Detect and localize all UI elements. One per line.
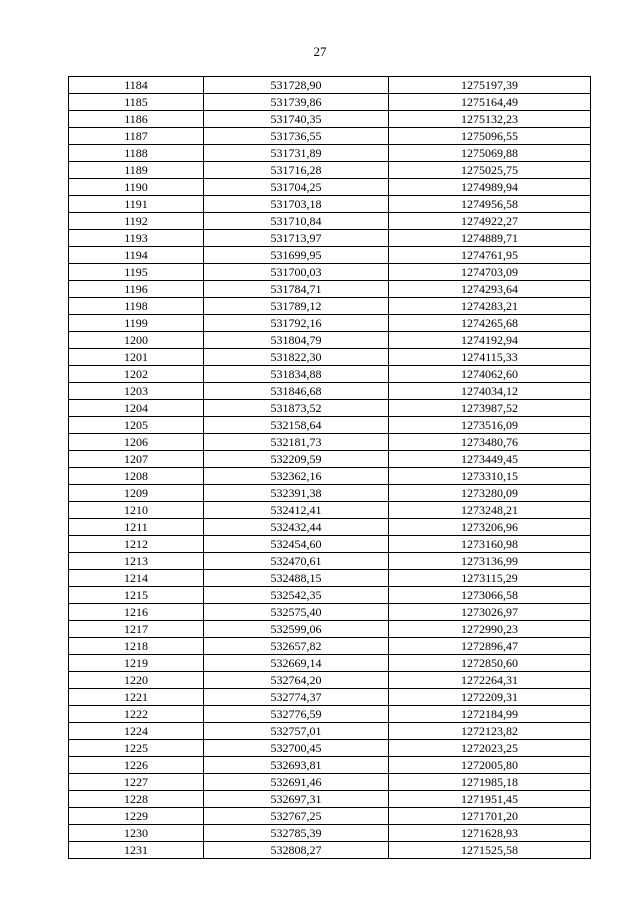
y-coordinate-cell: 1274989,94 (389, 179, 591, 196)
x-coordinate-cell: 532362,16 (204, 468, 389, 485)
table-row (69, 621, 591, 638)
y-coordinate-cell: 1273248,21 (389, 502, 591, 519)
y-coordinate-cell: 1273115,29 (389, 570, 591, 587)
x-coordinate-cell: 532432,44 (204, 519, 389, 536)
y-coordinate-cell: 1273136,99 (389, 553, 591, 570)
x-coordinate-cell: 532697,31 (204, 791, 389, 808)
table-row (69, 434, 591, 451)
point-number-cell: 1186 (69, 111, 204, 128)
point-number-cell: 1202 (69, 366, 204, 383)
y-coordinate-cell: 1272123,82 (389, 723, 591, 740)
table-row (69, 349, 591, 366)
y-coordinate-cell: 1273280,09 (389, 485, 591, 502)
y-coordinate-cell: 1274265,68 (389, 315, 591, 332)
point-number-cell: 1231 (69, 842, 204, 859)
y-coordinate-cell: 1274922,27 (389, 213, 591, 230)
table-row (69, 230, 591, 247)
x-coordinate-cell: 531873,52 (204, 400, 389, 417)
table-row (69, 502, 591, 519)
y-coordinate-cell: 1272264,31 (389, 672, 591, 689)
x-coordinate-cell: 531740,35 (204, 111, 389, 128)
y-coordinate-cell: 1273160,98 (389, 536, 591, 553)
table-row (69, 604, 591, 621)
point-number-cell: 1225 (69, 740, 204, 757)
point-number-cell: 1204 (69, 400, 204, 417)
x-coordinate-cell: 532785,39 (204, 825, 389, 842)
point-number-cell: 1201 (69, 349, 204, 366)
table-row (69, 723, 591, 740)
y-coordinate-cell: 1273987,52 (389, 400, 591, 417)
y-coordinate-cell: 1275132,23 (389, 111, 591, 128)
point-number-cell: 1221 (69, 689, 204, 706)
table-row (69, 213, 591, 230)
table-row (69, 366, 591, 383)
y-coordinate-cell: 1274034,12 (389, 383, 591, 400)
x-coordinate-cell: 531704,25 (204, 179, 389, 196)
point-number-cell: 1226 (69, 757, 204, 774)
point-number-cell: 1192 (69, 213, 204, 230)
x-coordinate-cell: 532412,41 (204, 502, 389, 519)
table-row (69, 689, 591, 706)
y-coordinate-cell: 1273449,45 (389, 451, 591, 468)
y-coordinate-cell: 1275069,88 (389, 145, 591, 162)
point-number-cell: 1191 (69, 196, 204, 213)
table-row (69, 672, 591, 689)
table-row (69, 485, 591, 502)
y-coordinate-cell: 1272990,23 (389, 621, 591, 638)
x-coordinate-cell: 531710,84 (204, 213, 389, 230)
coordinates-table (68, 76, 591, 859)
y-coordinate-cell: 1272184,99 (389, 706, 591, 723)
y-coordinate-cell: 1274703,09 (389, 264, 591, 281)
point-number-cell: 1211 (69, 519, 204, 536)
table-row (69, 536, 591, 553)
x-coordinate-cell: 532691,46 (204, 774, 389, 791)
y-coordinate-cell: 1274761,95 (389, 247, 591, 264)
y-coordinate-cell: 1274956,58 (389, 196, 591, 213)
x-coordinate-cell: 531846,68 (204, 383, 389, 400)
point-number-cell: 1190 (69, 179, 204, 196)
point-number-cell: 1203 (69, 383, 204, 400)
x-coordinate-cell: 531736,55 (204, 128, 389, 145)
table-row (69, 383, 591, 400)
x-coordinate-cell: 531792,16 (204, 315, 389, 332)
table-row (69, 196, 591, 213)
y-coordinate-cell: 1274062,60 (389, 366, 591, 383)
point-number-cell: 1219 (69, 655, 204, 672)
table-row (69, 281, 591, 298)
y-coordinate-cell: 1273206,96 (389, 519, 591, 536)
x-coordinate-cell: 532657,82 (204, 638, 389, 655)
point-number-cell: 1218 (69, 638, 204, 655)
table-row (69, 400, 591, 417)
table-row (69, 162, 591, 179)
x-coordinate-cell: 532776,59 (204, 706, 389, 723)
x-coordinate-cell: 531739,86 (204, 94, 389, 111)
x-coordinate-cell: 531789,12 (204, 298, 389, 315)
x-coordinate-cell: 532454,60 (204, 536, 389, 553)
table-row (69, 553, 591, 570)
x-coordinate-cell: 531716,28 (204, 162, 389, 179)
y-coordinate-cell: 1274283,21 (389, 298, 591, 315)
table-row (69, 332, 591, 349)
x-coordinate-cell: 531699,95 (204, 247, 389, 264)
x-coordinate-cell: 532209,59 (204, 451, 389, 468)
point-number-cell: 1196 (69, 281, 204, 298)
x-coordinate-cell: 532599,06 (204, 621, 389, 638)
x-coordinate-cell: 532391,38 (204, 485, 389, 502)
y-coordinate-cell: 1274192,94 (389, 332, 591, 349)
y-coordinate-cell: 1271525,58 (389, 842, 591, 859)
table-row (69, 145, 591, 162)
point-number-cell: 1188 (69, 145, 204, 162)
coordinates-table-body (69, 77, 591, 859)
x-coordinate-cell: 532181,73 (204, 434, 389, 451)
point-number-cell: 1187 (69, 128, 204, 145)
point-number-cell: 1184 (69, 77, 204, 94)
x-coordinate-cell: 532808,27 (204, 842, 389, 859)
page-number: 27 (313, 44, 327, 59)
x-coordinate-cell: 531728,90 (204, 77, 389, 94)
point-number-cell: 1222 (69, 706, 204, 723)
table-row (69, 179, 591, 196)
y-coordinate-cell: 1273066,58 (389, 587, 591, 604)
y-coordinate-cell: 1275164,49 (389, 94, 591, 111)
point-number-cell: 1209 (69, 485, 204, 502)
y-coordinate-cell: 1271985,18 (389, 774, 591, 791)
point-number-cell: 1214 (69, 570, 204, 587)
y-coordinate-cell: 1273480,76 (389, 434, 591, 451)
point-number-cell: 1224 (69, 723, 204, 740)
point-number-cell: 1227 (69, 774, 204, 791)
point-number-cell: 1228 (69, 791, 204, 808)
table-row (69, 94, 591, 111)
point-number-cell: 1220 (69, 672, 204, 689)
y-coordinate-cell: 1274889,71 (389, 230, 591, 247)
y-coordinate-cell: 1272896,47 (389, 638, 591, 655)
point-number-cell: 1230 (69, 825, 204, 842)
point-number-cell: 1208 (69, 468, 204, 485)
table-row (69, 638, 591, 655)
point-number-cell: 1199 (69, 315, 204, 332)
y-coordinate-cell: 1275197,39 (389, 77, 591, 94)
table-row (69, 451, 591, 468)
x-coordinate-cell: 532575,40 (204, 604, 389, 621)
y-coordinate-cell: 1273026,97 (389, 604, 591, 621)
x-coordinate-cell: 532764,20 (204, 672, 389, 689)
table-row (69, 519, 591, 536)
x-coordinate-cell: 531700,03 (204, 264, 389, 281)
x-coordinate-cell: 531703,18 (204, 196, 389, 213)
point-number-cell: 1205 (69, 417, 204, 434)
point-number-cell: 1198 (69, 298, 204, 315)
x-coordinate-cell: 531834,88 (204, 366, 389, 383)
x-coordinate-cell: 532470,61 (204, 553, 389, 570)
table-row (69, 264, 591, 281)
point-number-cell: 1189 (69, 162, 204, 179)
x-coordinate-cell: 532700,45 (204, 740, 389, 757)
table-row (69, 247, 591, 264)
table-row (69, 740, 591, 757)
y-coordinate-cell: 1273516,09 (389, 417, 591, 434)
x-coordinate-cell: 531822,30 (204, 349, 389, 366)
x-coordinate-cell: 531731,89 (204, 145, 389, 162)
y-coordinate-cell: 1271951,45 (389, 791, 591, 808)
table-row (69, 842, 591, 859)
y-coordinate-cell: 1272023,25 (389, 740, 591, 757)
x-coordinate-cell: 532488,15 (204, 570, 389, 587)
point-number-cell: 1193 (69, 230, 204, 247)
point-number-cell: 1206 (69, 434, 204, 451)
y-coordinate-cell: 1274293,64 (389, 281, 591, 298)
point-number-cell: 1207 (69, 451, 204, 468)
table-row (69, 774, 591, 791)
x-coordinate-cell: 532542,35 (204, 587, 389, 604)
table-row (69, 706, 591, 723)
point-number-cell: 1185 (69, 94, 204, 111)
y-coordinate-cell: 1272850,60 (389, 655, 591, 672)
x-coordinate-cell: 532767,25 (204, 808, 389, 825)
x-coordinate-cell: 531713,97 (204, 230, 389, 247)
point-number-cell: 1217 (69, 621, 204, 638)
y-coordinate-cell: 1271701,20 (389, 808, 591, 825)
table-row (69, 808, 591, 825)
table-row (69, 128, 591, 145)
x-coordinate-cell: 532669,14 (204, 655, 389, 672)
point-number-cell: 1215 (69, 587, 204, 604)
table-row (69, 298, 591, 315)
point-number-cell: 1229 (69, 808, 204, 825)
y-coordinate-cell: 1274115,33 (389, 349, 591, 366)
y-coordinate-cell: 1275096,55 (389, 128, 591, 145)
table-row (69, 757, 591, 774)
y-coordinate-cell: 1272005,80 (389, 757, 591, 774)
table-row (69, 655, 591, 672)
table-row (69, 825, 591, 842)
point-number-cell: 1200 (69, 332, 204, 349)
table-row (69, 587, 591, 604)
x-coordinate-cell: 532774,37 (204, 689, 389, 706)
table-row (69, 77, 591, 94)
x-coordinate-cell: 532757,01 (204, 723, 389, 740)
point-number-cell: 1213 (69, 553, 204, 570)
x-coordinate-cell: 531804,79 (204, 332, 389, 349)
table-row (69, 417, 591, 434)
y-coordinate-cell: 1271628,93 (389, 825, 591, 842)
x-coordinate-cell: 532693,81 (204, 757, 389, 774)
table-row (69, 315, 591, 332)
point-number-cell: 1210 (69, 502, 204, 519)
point-number-cell: 1194 (69, 247, 204, 264)
y-coordinate-cell: 1273310,15 (389, 468, 591, 485)
table-row (69, 111, 591, 128)
y-coordinate-cell: 1275025,75 (389, 162, 591, 179)
x-coordinate-cell: 532158,64 (204, 417, 389, 434)
point-number-cell: 1216 (69, 604, 204, 621)
point-number-cell: 1195 (69, 264, 204, 281)
table-row (69, 468, 591, 485)
table-row (69, 570, 591, 587)
x-coordinate-cell: 531784,71 (204, 281, 389, 298)
y-coordinate-cell: 1272209,31 (389, 689, 591, 706)
point-number-cell: 1212 (69, 536, 204, 553)
table-row (69, 791, 591, 808)
